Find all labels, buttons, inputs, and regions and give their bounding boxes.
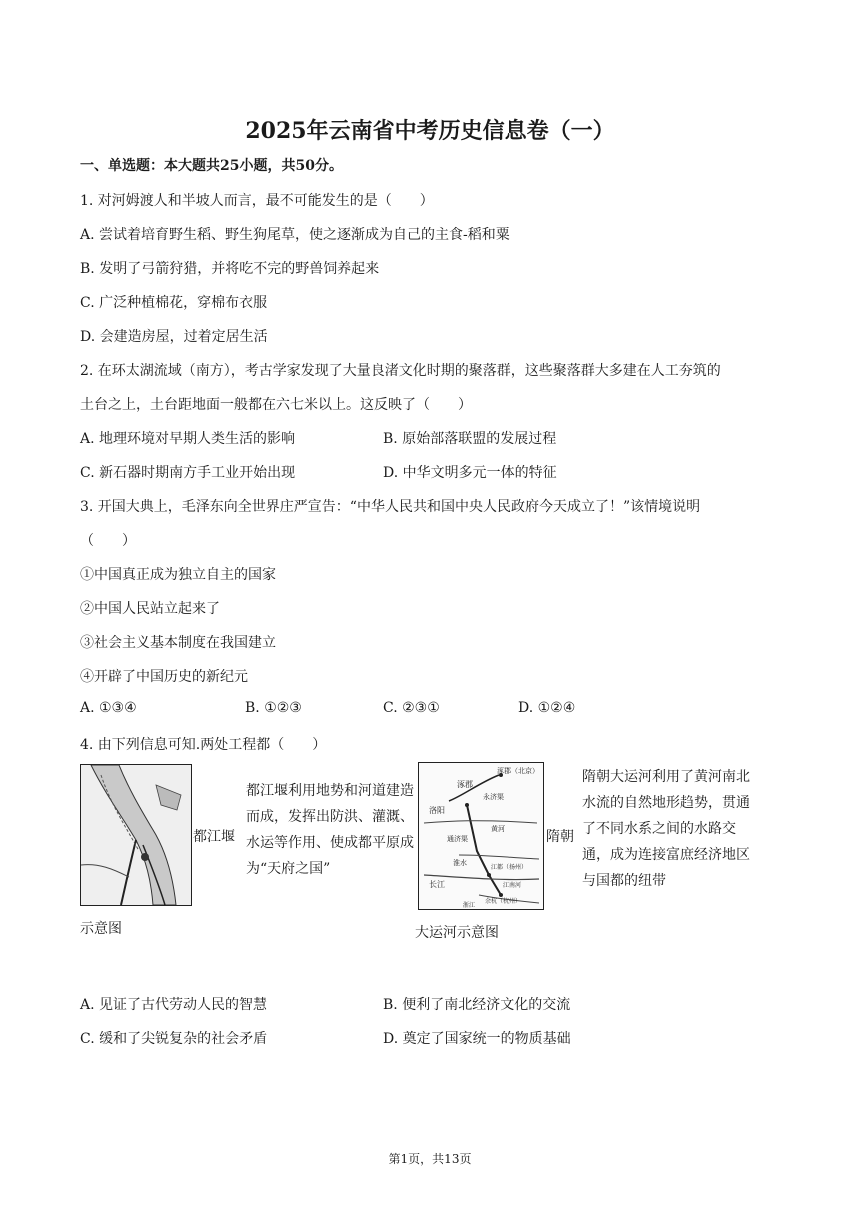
map-label-changjiang: 长江 <box>429 880 445 889</box>
q1-option-d[interactable]: D. 会建造房屋，过着定居生活 <box>80 329 268 345</box>
q3-option-b[interactable]: B. ①②③ <box>245 700 302 716</box>
map-label-zhejiang: 浙江 <box>463 902 476 909</box>
q4-option-c[interactable]: C. 缓和了尖锐复杂的社会矛盾 <box>80 1031 268 1047</box>
q4-option-d[interactable]: D. 奠定了国家统一的物质基础 <box>383 1031 571 1047</box>
sui-description: 隋朝大运河利用了黄河南北水流的自然地形趋势，贯通了不同水系之间的水路交通，成为连接富庶经济地区与国都的纽带 <box>582 769 750 889</box>
dujiangyan-description: 都江堰利用地势和河道建造而成，发挥出防洪、灌溉、水运等作用、使成都平原成为“天府之国” <box>246 783 414 877</box>
q3-option-d[interactable]: D. ①②④ <box>518 700 576 716</box>
q3-option-c[interactable]: C. ②③① <box>383 700 440 716</box>
map-label-zhuojun-beijing: 涿郡（北京） <box>497 767 539 775</box>
map-label-tongji-canal: 通济渠 <box>447 835 468 843</box>
q2-option-d[interactable]: D. 中华文明多元一体的特征 <box>383 465 557 481</box>
map-label-yongji-canal: 永济渠 <box>483 793 504 801</box>
dujiangyan-map-drawing <box>81 765 191 905</box>
q3-statement-1: ①中国真正成为独立自主的国家 <box>80 567 276 583</box>
q3-option-a[interactable]: A. ①③④ <box>80 700 137 716</box>
map-label-jiangnan-canal: 江南河 <box>503 882 522 889</box>
dujiangyan-label: 都江堰 <box>193 829 235 845</box>
sui-label: 隋朝 <box>546 829 574 845</box>
map-label-huai-river: 淮水 <box>453 859 467 867</box>
map-label-yellow-river: 黄河 <box>491 825 505 833</box>
map-label-zhuojun: 涿郡 <box>457 780 473 789</box>
q1-option-b[interactable]: B. 发明了弓箭狩猎，并将吃不完的野兽饲养起来 <box>80 261 380 277</box>
grand-canal-caption: 大运河示意图 <box>415 925 499 941</box>
dujiangyan-map-image <box>80 764 192 906</box>
map-label-yuhang: 余杭（杭州） <box>485 898 522 905</box>
q4-stem: 4. 由下列信息可知.两处工程都（ ） <box>80 737 327 753</box>
dujiangyan-caption: 示意图 <box>80 921 122 937</box>
page-footer: 第1页，共13页 <box>388 1152 472 1166</box>
q2-option-b[interactable]: B. 原始部落联盟的发展过程 <box>383 431 557 447</box>
map-label-jiangdu: 江都（扬州） <box>491 864 528 871</box>
q4-option-a[interactable]: A. 见证了古代劳动人民的智慧 <box>80 997 268 1013</box>
q2-option-c[interactable]: C. 新石器时期南方手工业开始出现 <box>80 465 296 481</box>
q3-stem-line2: （ ） <box>80 533 136 549</box>
grand-canal-map-drawing <box>419 763 543 909</box>
grand-canal-map-image <box>418 762 544 910</box>
q3-statement-3: ③社会主义基本制度在我国建立 <box>80 635 276 651</box>
q4-option-b[interactable]: B. 便利了南北经济文化的交流 <box>383 997 571 1013</box>
q2-stem-line2: 土台之上，土台距地面一般都在六七米以上。这反映了（ ） <box>80 397 472 413</box>
page-title: 2025年云南省中考历史信息卷（一） <box>245 118 615 144</box>
q3-statement-4: ④开辟了中国历史的新纪元 <box>80 669 248 685</box>
q1-option-c[interactable]: C. 广泛种植棉花，穿棉布衣服 <box>80 295 268 311</box>
q2-option-a[interactable]: A. 地理环境对早期人类生活的影响 <box>80 431 296 447</box>
q1-stem: 1. 对河姆渡人和半坡人而言，最不可能发生的是（ ） <box>80 193 434 209</box>
q3-statement-2: ②中国人民站立起来了 <box>80 601 220 617</box>
map-label-luoyang: 洛阳 <box>429 806 445 815</box>
q3-stem-line1: 3. 开国大典上，毛泽东向全世界庄严宣告：“中华人民共和国中央人民政府今天成立了！”该情境说明 <box>80 499 701 515</box>
section-heading: 一、单选题：本大题共25小题，共50分。 <box>80 158 343 174</box>
q2-stem-line1: 2. 在环太湖流域（南方），考古学家发现了大量良渚文化时期的聚落群，这些聚落群大多建在人工夯筑的 <box>80 363 721 379</box>
q1-option-a[interactable]: A. 尝试着培育野生稻、野生狗尾草，使之逐渐成为自己的主食-稻和粟 <box>80 227 510 243</box>
